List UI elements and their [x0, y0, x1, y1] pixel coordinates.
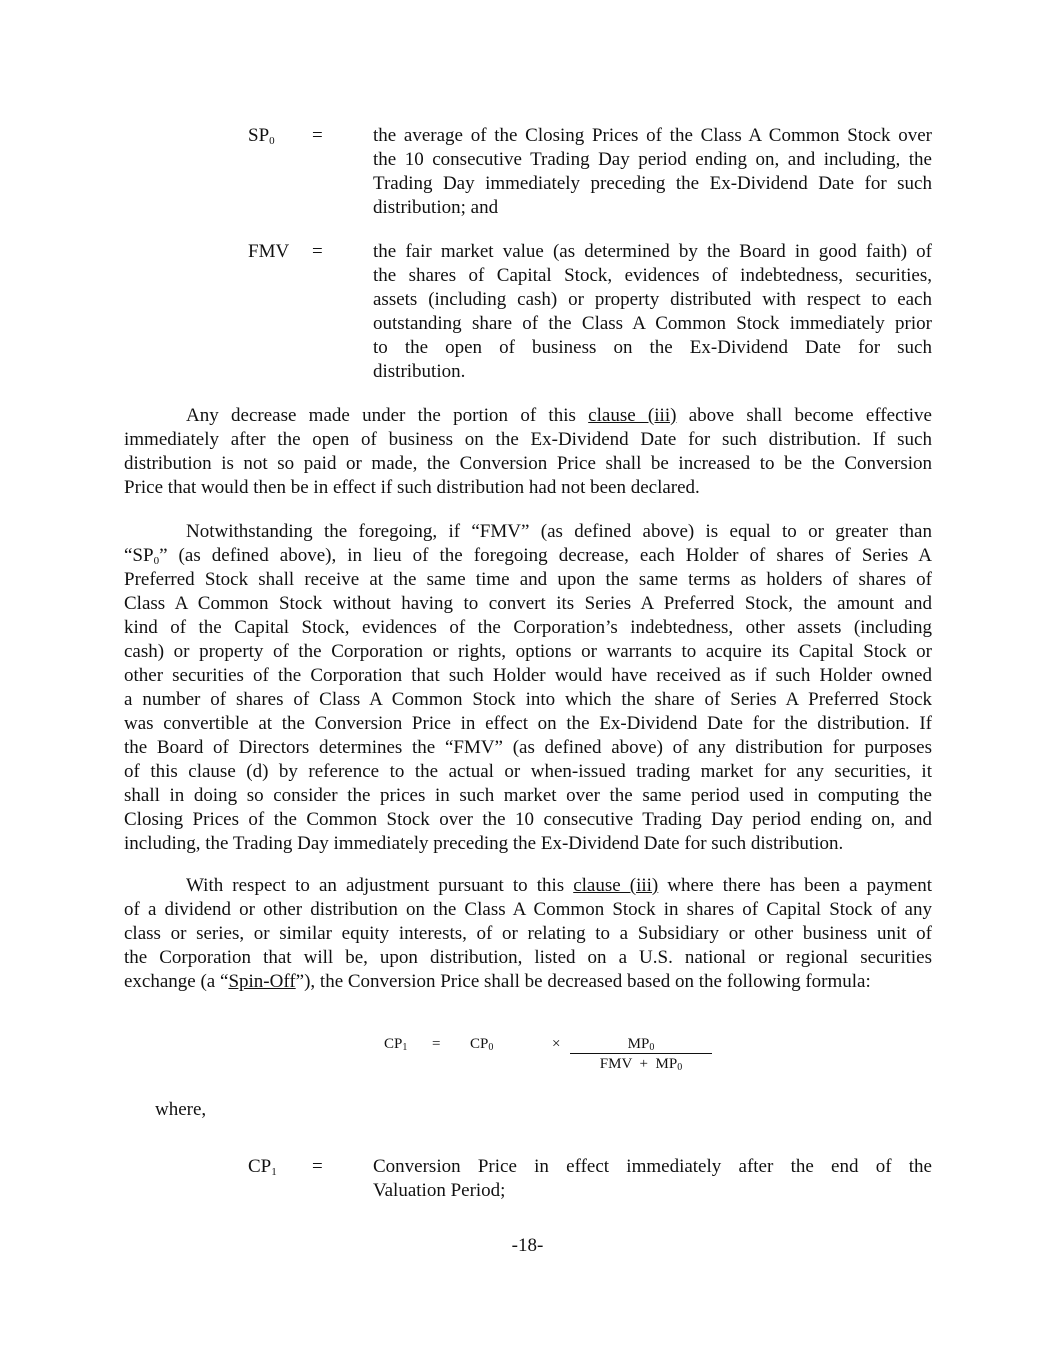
spin-off-term: Spin-Off: [228, 971, 296, 992]
definition-fmv: [248, 240, 932, 384]
paragraph-decrease-effective: Any decrease made under the portion of this clause (iii) above shall become effective immediately after the open of business on the Ex-Dividend Date for such distribution. If such distribution is not so paid or made, the Conversion Price shall be increased to be the Conversion Price that would then be in effect if such distribution had not been declared.: [124, 405, 932, 498]
formula-rhs: $CP_0$: [470, 1036, 494, 1053]
paragraph-spin-off: With respect to an adjustment pursuant to this clause (iii) where there has been a payment of a dividend or other distribution on the Class A Common Stock in shares of Capital Stock of any class or series, or similar equity interests, of or relating to a Subsidiary or other business unit of the Corporation that will be, upon distribution, listed on a U.S. national or regional securities exchange (a “Spin-Off”), the Conversion Price shall be decreased based on the following formula:: [124, 875, 933, 992]
page-number: -18-: [511, 1235, 544, 1256]
definition-sp0: [248, 124, 932, 220]
conversion-price-formula: [384, 1032, 724, 1076]
formula-equals: =: [432, 1036, 441, 1052]
equals-sign: =: [312, 241, 323, 262]
equals-sign: =: [312, 1156, 323, 1177]
definition-cp1: [248, 1155, 932, 1203]
definition-term: $CP_1$: [248, 1156, 277, 1178]
clause-reference: clause (iii): [573, 875, 659, 896]
where-label: where,: [155, 1099, 207, 1120]
formula-lhs: $CP_1$: [384, 1036, 408, 1053]
paragraph-notwithstanding: Notwithstanding the foregoing, if “FMV” (as defined above) is equal to or greater than “$SP_0$” (as defined above), in lieu of the foregoing decrease, each Holder of shares of Series A Preferred Stock shall receive at the same time and upon the same terms as holders of shares of Class A Common Stock without having to convert its Series A Preferred Stock, the amount and kind of the Capital Stock, evidences of the Corporation’s indebtedness, other assets (including cash) or property of the Corporation or rights, options or warrants to acquire its Capital Stock or other securities of the Corporation that such Holder would have received as if such Holder owned a number of shares of Class A Common Stock into which the share of Series A Preferred Stock was convertible at the Conversion Price in effect on the Ex-Dividend Date for the distribution. If the Board of Directors determines the “FMV” (as defined above) of any distribution for purposes of this clause (d) by reference to the actual or when-issued trading market for any securities, it shall in doing so consider the prices in such market over the same period used in computing the Closing Prices of the Common Stock over the 10 consecutive Trading Day period ending on, and including, the Trading Day immediately preceding the Ex-Dividend Date for such distribution.: [124, 521, 932, 854]
equals-sign: =: [312, 125, 323, 146]
formula-denominator: FMV + $MP_0$: [599, 1056, 683, 1073]
definition-text: the fair market value (as determined by the Board in good faith) of the shares of Capital Stock, evidences of indebtedness, securities, assets (including cash) or property distributed with respect to each outstanding share of the Class A Common Stock immediately prior to the open of business on the Ex-Dividend Date for such distribution.: [373, 241, 932, 382]
definition-term: $SP_0$: [248, 125, 275, 147]
formula-times: ×: [552, 1036, 561, 1052]
definition-text: the average of the Closing Prices of the Class A Common Stock over the 10 consecutive Trading Day period ending on, and including, the Trading Day immediately preceding the Ex-Dividend Date for such distribution; and: [373, 125, 932, 218]
clause-reference: clause (iii): [588, 405, 677, 426]
definition-text: Conversion Price in effect immediately after the end of the Valuation Period;: [373, 1156, 932, 1201]
formula-numerator: $MP_0$: [570, 1034, 712, 1054]
definition-term: FMV: [248, 241, 290, 262]
